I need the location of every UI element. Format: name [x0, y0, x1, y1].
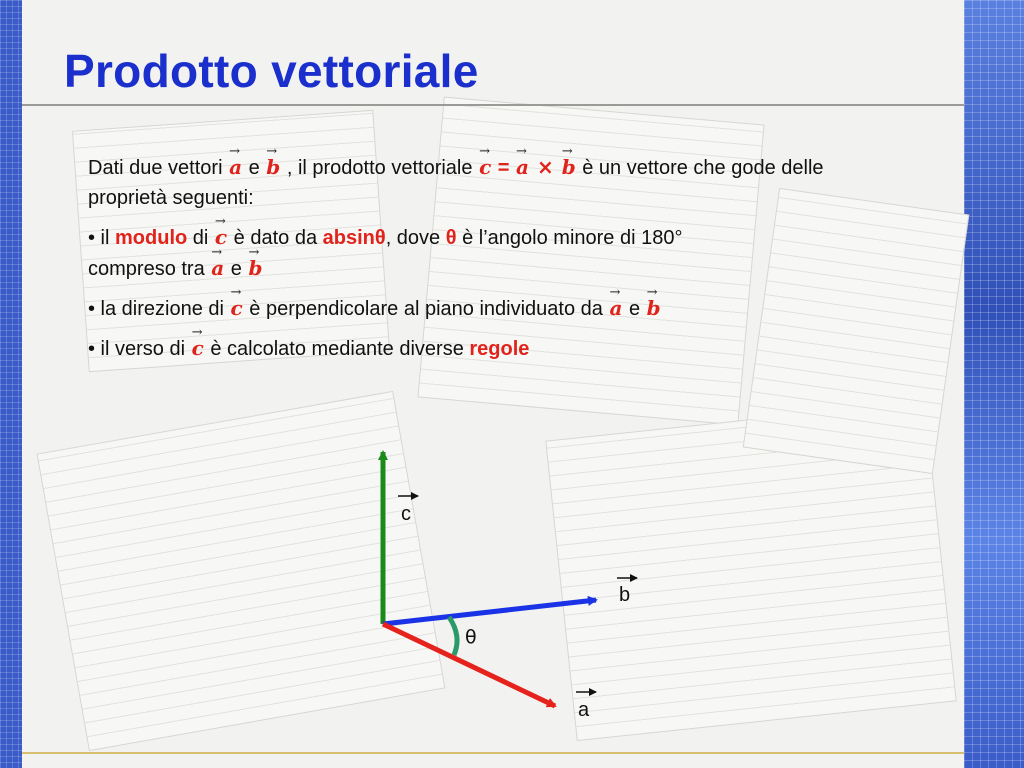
bullet-direzione: • la direzione di → c è perpendicolare al piano individuato da → a e → b — [88, 293, 908, 324]
vector-a: → a — [210, 253, 225, 283]
vector-c: → c — [191, 333, 205, 363]
vector-a: → a — [608, 293, 623, 323]
label-theta: θ — [465, 626, 477, 648]
theta-arc — [449, 617, 457, 655]
vector-c: → c — [230, 293, 244, 323]
theta-symbol: θ — [445, 227, 457, 249]
vector-b: → b — [247, 253, 263, 283]
equals-sign: = — [492, 157, 516, 179]
vector-a: → a — [515, 152, 530, 182]
modulo-term: modulo — [115, 227, 188, 249]
label-a: a — [578, 699, 590, 721]
vector-b: → b — [646, 293, 662, 323]
vector-c: → c — [478, 152, 492, 182]
bullet-modulo: • il modulo di → c è dato da absinθ, dove θ è l’angolo minore di 180° compreso tra → a e → b — [88, 222, 908, 284]
regole-term: regole — [469, 338, 530, 360]
label-c: c — [401, 503, 411, 525]
vector-b: → b — [265, 152, 281, 182]
slide-title: Prodotto vettoriale — [64, 45, 479, 97]
vector-c: → c — [214, 222, 228, 252]
vector-b: → b — [561, 152, 577, 182]
formula-absin: absinθ — [322, 227, 386, 249]
vector-a: → a — [228, 152, 243, 182]
intro-paragraph: Dati due vettori → a e → b , il prodotto vettoriale → c = → a × → b è un vettore che gode delle proprietà seguenti: — [88, 152, 908, 213]
bullet-verso: • il verso di → c è calcolato mediante diverse regole — [88, 333, 908, 364]
vector-b-arrow — [383, 600, 596, 624]
cross-product-sign: × — [530, 155, 561, 179]
label-b: b — [619, 584, 631, 606]
